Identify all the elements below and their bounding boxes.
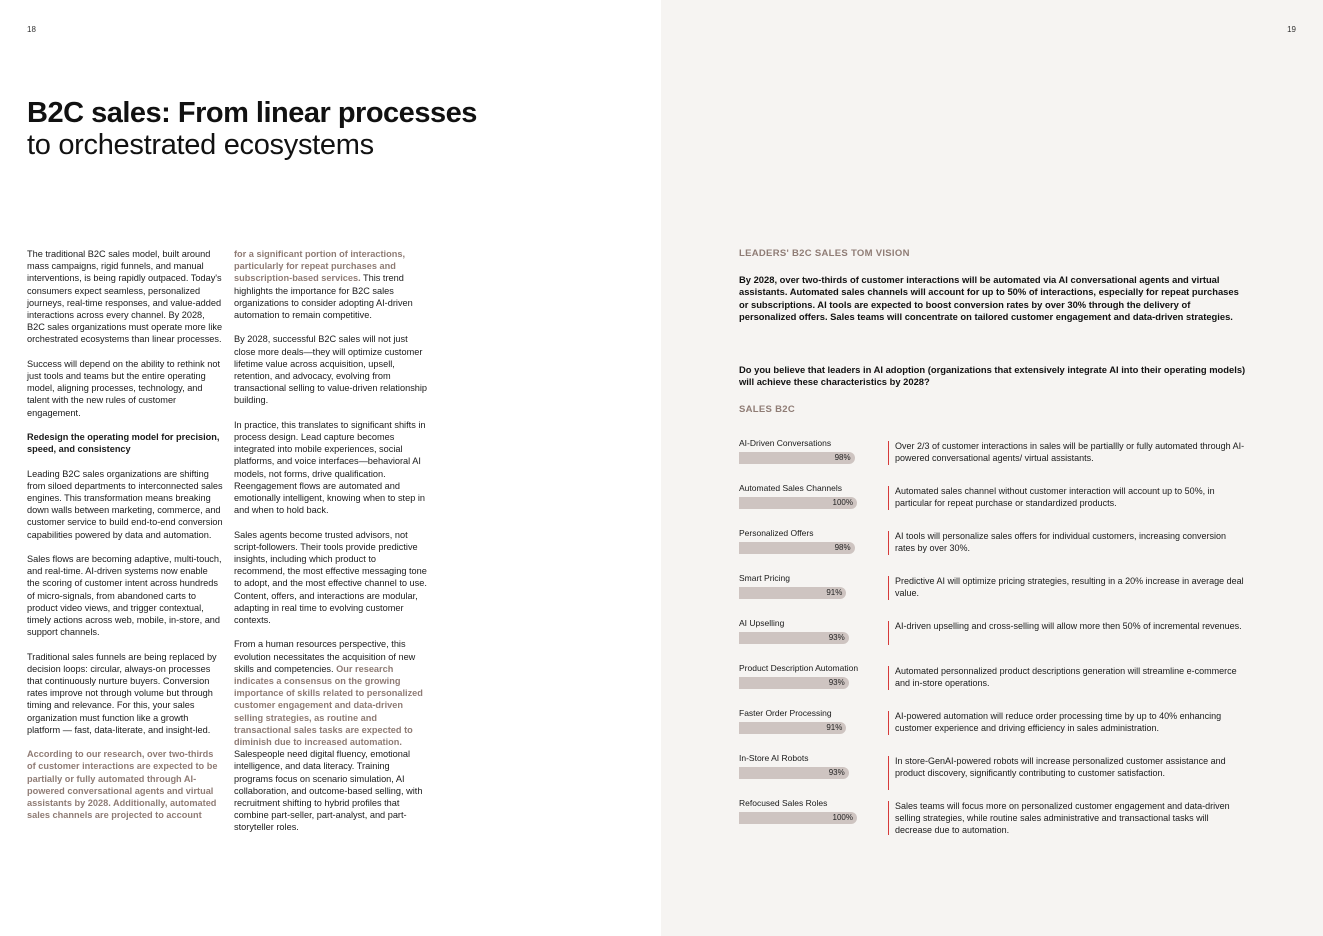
chart-row <box>739 708 1259 748</box>
section-label: SALES B2C <box>739 404 796 415</box>
bar-value-label: 93% <box>828 633 845 642</box>
bar-value-label: 91% <box>826 723 843 732</box>
chart-row <box>739 573 1259 613</box>
highlight-text: Our research indicates a consensus on the growing importance of skills related to personalized customer engagement and data-driven selling strategies, as routine and transactional sales tasks are expected to diminish due to increased automation. <box>234 663 423 748</box>
bar <box>739 587 846 599</box>
bar <box>739 542 855 554</box>
bar-category-label: AI Upselling <box>739 618 785 628</box>
bar-track <box>739 452 857 464</box>
bar-category-label: Refocused Sales Roles <box>739 798 828 808</box>
survey-question: Do you believe that leaders in AI adoption (organizations that extensively integrate AI into their operating models) will achieve these characteristics by 2028? <box>739 364 1246 388</box>
bar-value-label: 98% <box>834 453 851 462</box>
bar-description: Predictive AI will optimize pricing strategies, resulting in a 20% increase in average deal value. <box>895 576 1244 598</box>
page-subtitle: to orchestrated ecosystems <box>27 129 374 161</box>
paragraph: By 2028, successful B2C sales will not just close more deals—they will optimize customer lifetime value across acquisition, upsell, retention, and advocacy, evolving from transactional selling to value-driven relationship building. <box>234 334 428 406</box>
bar-description: In store-GenAI-powered robots will increase personalized customer assistance and product discovery, significantly contributing to customer satisfaction. <box>895 756 1226 778</box>
bar-description: AI-powered automation will reduce order processing time by up to 40% enhancing customer experience and driving efficiency in sales administration. <box>895 711 1222 733</box>
bar-description: Automated sales channel without customer interaction will account up to 50%, in particular for repeat purchase or standardized products. <box>895 486 1215 508</box>
highlight-text: for a significant portion of interactions, particularly for repeat purchases and subscription-based services. <box>234 249 405 284</box>
bar-value-label: 91% <box>826 588 843 597</box>
page-title: B2C sales: From linear processes <box>27 97 477 129</box>
bar-category-label: Personalized Offers <box>739 528 814 538</box>
paragraph: Sales flows are becoming adaptive, multi-touch, and real-time. AI-driven systems now enable the scoring of customer intent across hundreds of micro-signals, from abandoned carts to product video views, and trigger contextual, timely actions across web, mobile, in-store, and support channels. <box>27 554 222 638</box>
bar-description: Automated personnalized product descriptions generation will streamline e-commerce and in-store operations. <box>895 666 1237 688</box>
bar-track <box>739 497 857 509</box>
bar <box>739 677 849 689</box>
chart-row <box>739 618 1259 658</box>
bar-description: Sales teams will focus more on personalized customer engagement and data-driven selling strategies, while routine sales administrative and transactional tasks will decrease due to automation. <box>895 801 1230 835</box>
chart-row <box>739 528 1259 568</box>
chart-row <box>739 753 1259 793</box>
accent-divider <box>888 576 889 600</box>
left-page <box>0 0 661 936</box>
bar-description: Over 2/3 of customer interactions in sales will be partiallly or fully automated through AI-powered conversational agents/ virtual assistants. <box>895 441 1245 463</box>
bar-value-label: 93% <box>828 768 845 777</box>
bar <box>739 452 855 464</box>
accent-divider <box>888 531 889 555</box>
bar-track <box>739 677 857 689</box>
chart-row <box>739 663 1259 703</box>
bar <box>739 812 857 824</box>
paragraph: Leading B2C sales organizations are shifting from siloed departments to interconnected sales engines. This transformation means breaking down walls between marketing, commerce, and customer service to build end-to-end conversion capabilities powered by data and automation. <box>27 468 223 540</box>
accent-divider <box>888 756 889 790</box>
chart-row <box>739 438 1259 478</box>
accent-divider <box>888 621 889 645</box>
accent-divider <box>888 441 889 465</box>
bar-track <box>739 767 857 779</box>
bar-description: AI-driven upselling and cross-selling will allow more then 50% of incremental revenues. <box>895 621 1242 631</box>
paragraph <box>234 638 428 833</box>
vision-statement: By 2028, over two-thirds of customer interactions will be automated via AI conversational agents and virtual assistants. Automated sales channels will account for up to 50% of interactions, especially for repeat purchases or subscriptions. AI tools are expected to boost conversion rates by over 30% through the delivery of personalized offers. Sales teams will concentrate on tailored customer engagement and data-driven strategies. <box>739 274 1239 322</box>
chart-row <box>739 798 1259 838</box>
page-number-left: 18 <box>27 25 36 34</box>
body-text: Salespeople need digital fluency, emotional intelligence, and data literacy. Training programs focus on scenario simulation, AI collaboration, and outcome-based selling, with recruitment shifting to hybrid profiles that combine part-seller, part-analyst, and part-storyteller roles. <box>234 749 423 833</box>
bar-track <box>739 722 857 734</box>
paragraph: The traditional B2C sales model, built around mass campaigns, rigid funnels, and manual interventions, is being rapidly outpaced. Today's consumers expect seamless, personalized journeys, real-time responses, and value-added interactions across every channel. By 2028, B2C sales organizations must operate more like orchestrated ecosystems than linear processes. <box>27 249 223 345</box>
bar-category-label: In-Store AI Robots <box>739 753 809 763</box>
accent-divider <box>888 486 889 510</box>
bar-category-label: Automated Sales Channels <box>739 483 843 493</box>
bar-value-label: 100% <box>832 498 853 507</box>
bar-value-label: 98% <box>834 543 851 552</box>
paragraph: Traditional sales funnels are being replaced by decision loops: circular, always-on processes that continuously nurture buyers. Conversion rates improve not through volume but through timing and relevance. For this, your sales organization must function like a growth platform — fast, data-literate, and insight-led. <box>27 651 217 735</box>
paragraph: Sales agents become trusted advisors, not script-followers. Their tools provide predictive insights, including which product to recommend, the most effective messaging tone to adopt, and the most effective channel to use. Content, offers, and interactions are modular, adapting in real time to evolving customer contexts. <box>234 529 427 626</box>
bar-track <box>739 632 857 644</box>
chart-row <box>739 483 1259 523</box>
page-number-right: 19 <box>1287 25 1296 34</box>
body-text: From a human resources perspective, this evolution necessitates the acquisition of new skills and competencies. <box>234 639 416 674</box>
bar <box>739 497 857 509</box>
bar-value-label: 100% <box>832 813 853 822</box>
accent-divider <box>888 711 889 735</box>
highlight-paragraph: According to our research, over two-thirds of customer interactions are expected to be partially or fully automated through AI-powered conversational agents and virtual assistants by 2028. Additionally, automated sales channels are projected to account <box>27 749 218 821</box>
bar-description: AI tools will personalize sales offers for individual customers, increasing conversion rates by over 30%. <box>895 531 1226 553</box>
bar <box>739 722 846 734</box>
text-column-1 <box>27 248 223 834</box>
bar-category-label: Faster Order Processing <box>739 708 832 718</box>
bar-category-label: Product Description Automation <box>739 663 859 673</box>
bar-track <box>739 542 857 554</box>
paragraph: In practice, this translates to significant shifts in process design. Lead capture becomes integrated into mobile experiences, social platforms, and voice interfaces—behavioral AI models, not forms, drive qualification. Reengagement flows are automated and emotionally intelligent, knowing when to step in and when to hold back. <box>234 419 426 516</box>
bar-category-label: AI-Driven Conversations <box>739 438 832 448</box>
paragraph: Success will depend on the ability to rethink not just tools and teams but the entire operating model, aligning processes, technology, and talent with the new rules of customer engagement. <box>27 358 221 418</box>
body-text: This trend highlights the importance for B2C sales organizations to consider adopting AI-driven automation to remain competitive. <box>234 273 413 321</box>
bar-value-label: 93% <box>828 678 845 687</box>
vision-eyebrow: LEADERS' B2C SALES TOM VISION <box>739 248 910 259</box>
bar-category-label: Smart Pricing <box>739 573 791 583</box>
bar-track <box>739 587 857 599</box>
accent-divider <box>888 801 889 835</box>
bar-track <box>739 812 857 824</box>
accent-divider <box>888 666 889 690</box>
paragraph <box>234 248 428 321</box>
text-column-2 <box>234 248 428 846</box>
bar <box>739 767 849 779</box>
section-subheading: Redesign the operating model for precision, speed, and consistency <box>27 432 220 455</box>
bar <box>739 632 849 644</box>
